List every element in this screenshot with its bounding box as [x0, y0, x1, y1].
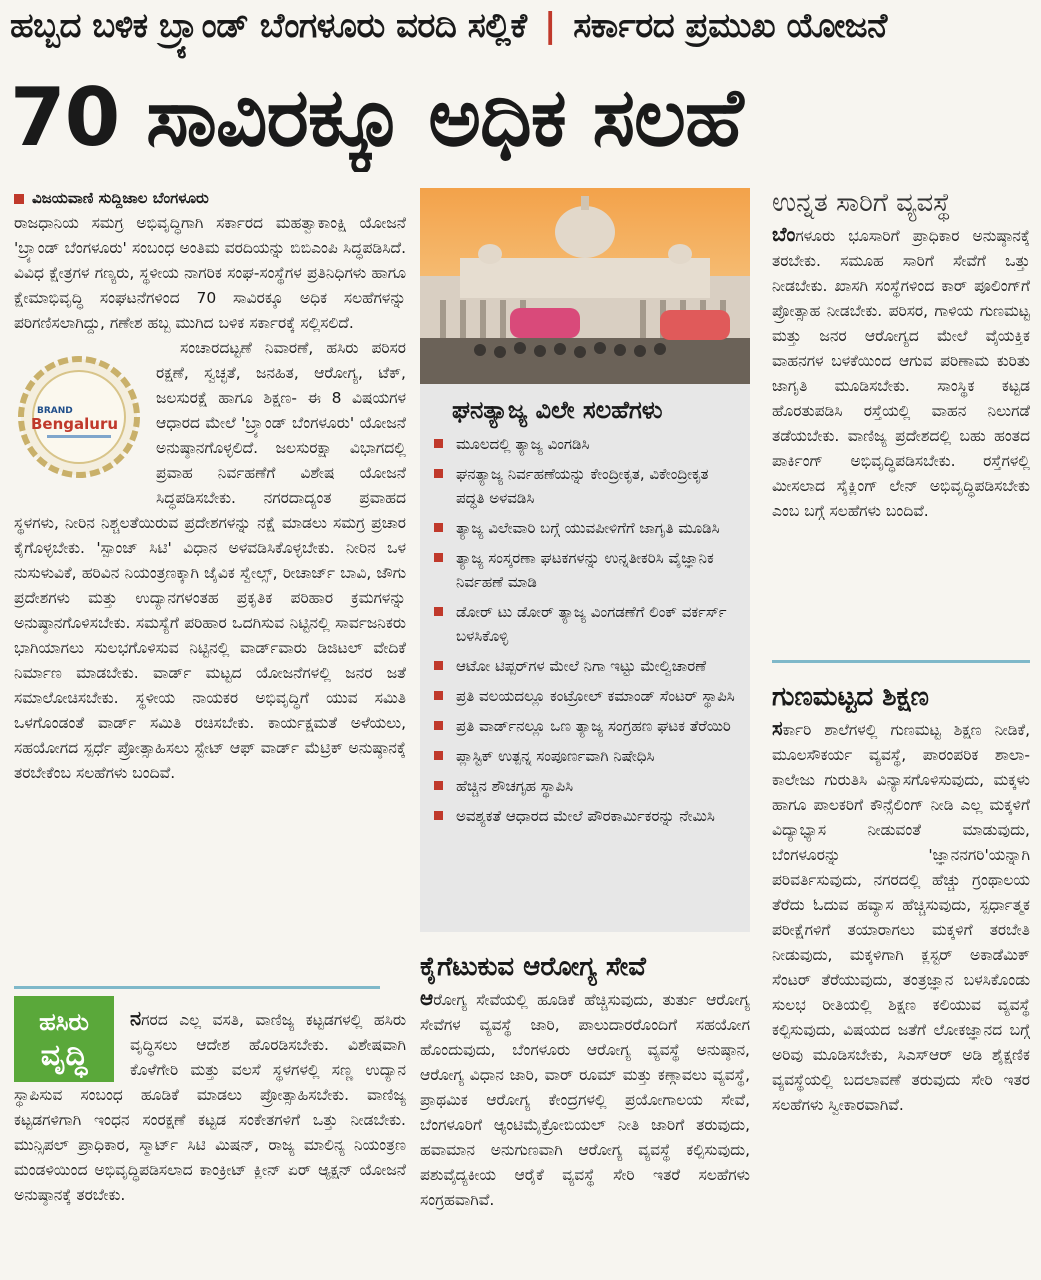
bullet-icon — [434, 607, 443, 616]
headline: 70 ಸಾವಿರಕ್ಕೂ ಅಧಿಕ ಸಲಹೆ — [10, 71, 743, 164]
list-item: ಮೂಲದಲ್ಲಿ ತ್ಯಾಜ್ಯ ವಿಂಗಡಿಸಿ — [434, 432, 736, 456]
logo-brand-text: BRAND — [37, 406, 73, 416]
list-item: ಪ್ರತಿ ವಾರ್ಡ್‌ನಲ್ಲೂ ಒಣ ತ್ಯಾಜ್ಯ ಸಂಗ್ರಹಣ ಘಟಕ ತೆರೆಯಿರಿ — [434, 714, 736, 738]
building-photo-icon — [420, 188, 750, 384]
section-divider — [14, 986, 380, 989]
brand-bengaluru-logo — [14, 342, 144, 492]
health-body: ರೋಗ್ಯ ಸೇವೆಯಲ್ಲಿ ಹೂಡಿಕೆ ಹೆಚ್ಚಿಸುವುದು, ತುರ್ತು ಆರೋಗ್ಯ ಸೇವೆಗಳ ವ್ಯವಸ್ಥೆ ಜಾರಿ, ಪಾಲುದಾರರೊಂದಿಗೆ ಸಹಯೋಗ ಹೊಂದುವುದು, ಬೆಂಗಳೂರು ಆರೋಗ್ಯ ವ್ಯವಸ್ಥೆ ಅನುಷ್ಠಾನ, ಆರೋಗ್ಯ ವಿಧಾನ ಜಾರಿ, ವಾರ್ ರೂಮ್ ಮತ್ತು ಕಣ್ಗಾವಲು ವ್ಯವಸ್ಥೆ, ಪ್ರಾಥಮಿಕ ಆರೋಗ್ಯ ಕೇಂದ್ರಗಳಲ್ಲಿ ಪ್ರಯೋಗಾಲಯ ಸೇವೆ, ಬೆಂಗಳೂರಿಗೆ ಆ್ಯಂಟಿಮೈಕ್ರೋಬಿಯಲ್ ನೀತಿ ಜಾರಿಗೆ ತರುವುದು, ಹವಾಮಾನ ಅನುಗುಣವಾಗಿ ಆರೋಗ್ಯ ವ್ಯವಸ್ಥೆ ಕಲ್ಪಿಸುವುದು, ಪಶುವೈದ್ಯಕೀಯ ಆರೈಕೆ ವ್ಯವಸ್ಥೆ ಸೇರಿ ಇತರೆ ಸಲಹೆಗಳು ಸಂಗ್ರಹವಾಗಿವೆ. — [420, 991, 750, 1209]
bullet-icon — [434, 553, 443, 562]
health-title: ಕೈಗೆಟುಕುವ ಆರೋಗ್ಯ ಸೇವೆ — [420, 952, 646, 982]
list-item: ತ್ಯಾಜ್ಯ ಸಂಸ್ಕರಣಾ ಘಟಕಗಳನ್ನು ಉನ್ನತೀಕರಿಸಿ ವೈಜ್ಞಾನಿಕ ನಿರ್ವಹಣೆ ಮಾಡಿ — [434, 546, 736, 594]
solid-waste-tips-box — [420, 384, 750, 932]
list-item: ಪ್ರತಿ ವಲಯದಲ್ಲೂ ಕಂಟ್ರೋಲ್ ಕಮಾಂಡ್ ಸೆಂಟರ್ ಸ್ಥಾಪಿಸಿ — [434, 684, 736, 708]
education-title: ಗುಣಮಟ್ಟದ ಶಿಕ್ಷಣ — [772, 682, 929, 712]
kicker-separator: | — [543, 6, 556, 46]
green-label-line-1: ಹಸಿರು — [39, 1008, 89, 1036]
list-item: ಹೆಚ್ಚಿನ ಶೌಚಗೃಹ ಸ್ಥಾಪಿಸಿ — [434, 774, 736, 798]
byline — [14, 186, 406, 211]
transport-section — [772, 186, 1030, 656]
health-dropcap: ಆ — [420, 986, 434, 1010]
kicker-left: ಹಬ್ಬದ ಬಳಿಕ ಬ್ರ್ಯಾಂಡ್ ಬೆಂಗಳೂರು ವರದಿ ಸಲ್ಲಿಕೆ — [10, 6, 527, 46]
main-article — [14, 186, 406, 986]
bullet-icon — [434, 781, 443, 790]
list-item: ತ್ಯಾಜ್ಯ ವಿಲೇವಾರಿ ಬಗ್ಗೆ ಯುವಪೀಳಿಗೆಗೆ ಜಾಗೃತಿ ಮೂಡಿಸಿ — [434, 516, 736, 540]
education-dropcap: ಸ — [772, 716, 783, 740]
green-label-line-2: ವೃದ್ಧಿ — [40, 1038, 88, 1073]
green-dropcap: ನ — [130, 1006, 142, 1030]
box-title: ಘನತ್ಯಾಜ್ಯ ವಿಲೇ ಸಲಹೆಗಳು — [452, 396, 663, 424]
green-growth-article — [14, 1006, 406, 1270]
section-divider — [772, 660, 1030, 663]
brand-logo-emblem-icon — [17, 355, 141, 479]
bullet-icon — [434, 691, 443, 700]
health-section — [420, 950, 750, 1270]
list-item: ಆಟೋ ಟಿಪ್ಪರ್‌ಗಳ ಮೇಲೆ ನಿಗಾ ಇಟ್ಟು ಮೇಲ್ವಿಚಾರಣೆ — [434, 654, 736, 678]
bullet-icon — [434, 721, 443, 730]
article-paragraph-1: ರಾಜಧಾನಿಯ ಸಮಗ್ರ ಅಭಿವೃದ್ಧಿಗಾಗಿ ಸರ್ಕಾರದ ಮಹತ್ವಾಕಾಂಕ್ಷಿ ಯೋಜನೆ 'ಬ್ರ್ಯಾಂಡ್ ಬೆಂಗಳೂರು' ಸಂಬಂಧ ಅಂತಿಮ ವರದಿಯನ್ನು ಬಿಬಿಎಂಪಿ ಸಿದ್ಧಪಡಿಸಿದೆ. ವಿವಿಧ ಕ್ಷೇತ್ರಗಳ ಗಣ್ಯರು, ಸ್ಥಳೀಯ ನಾಗರಿಕ ಸಂಘ-ಸಂಸ್ಥೆಗಳ ಪ್ರತಿನಿಧಿಗಳು ಹಾಗೂ ಕ್ಷೇಮಾಭಿವೃದ್ಧಿ ಸಂಘಟನೆಗಳಿಂದ 70 ಸಾವಿರಕ್ಕೂ ಅಧಿಕ ಸಲಹೆಗಳನ್ನು ಪರಿಗಣಿಸಲಾಗಿದ್ದು, ಗಣೇಶ ಹಬ್ಬ ಮುಗಿದ ಬಳಿಕ ಸರ್ಕಾರಕ್ಕೆ ಸಲ್ಲಿಸಲಿದೆ. — [14, 214, 406, 332]
kicker-right: ಸರ್ಕಾರದ ಪ್ರಮುಖ ಯೋಜನೆ — [573, 6, 887, 46]
bullet-icon — [434, 751, 443, 760]
byline-text: ವಿಜಯವಾಣಿ ಸುದ್ದಿಜಾಲ ಬೆಂಗಳೂರು — [32, 189, 209, 207]
bullet-icon — [434, 439, 443, 448]
list-item: ಅವಶ್ಯಕತೆ ಆಧಾರದ ಮೇಲೆ ಪೌರಕಾರ್ಮಿಕರನ್ನು ನೇಮಿಸಿ — [434, 804, 736, 828]
kicker-line — [10, 6, 1031, 62]
bullet-icon — [434, 469, 443, 478]
list-item: ಡೋರ್ ಟು ಡೋರ್ ತ್ಯಾಜ್ಯ ವಿಂಗಡಣೆಗೆ ಲಿಂಕ್ ವರ್ಕರ್ಸ್ ಬಳಸಿಕೊಳ್ಳಿ — [434, 600, 736, 648]
byline-marker-icon — [14, 194, 24, 204]
article-paragraph-2: ಸಂಚಾರದಟ್ಟಣೆ ನಿವಾರಣೆ, ಹಸಿರು ಪರಿಸರ ರಕ್ಷಣೆ, ಸ್ವಚ್ಛತೆ, ಜನಹಿತ, ಆರೋಗ್ಯ, ಟೆಕ್, ಜಲಸುರಕ್ಷೆ ಹಾಗೂ ಶಿಕ್ಷಣ- ಈ 8 ವಿಷಯಗಳ ಆಧಾರದ ಮೇಲೆ 'ಬ್ರ್ಯಾಂಡ್ ಬೆಂಗಳೂರು' ಯೋಜನೆ ಅನುಷ್ಠಾನಗೊಳ್ಳಲಿದೆ. ಜಲಸುರಕ್ಷಾ ವಿಭಾಗದಲ್ಲಿ ಪ್ರವಾಹ ನಿರ್ವಹಣೆಗೆ ವಿಶೇಷ ಯೋಜನೆ ಸಿದ್ಧಪಡಿಸಬೇಕು. ನಗರದಾದ್ಯಂತ ಪ್ರವಾಹದ ಸ್ಥಳಗಳು, ನೀರಿನ ನಿಶ್ಚಲತೆಯಿರುವ ಪ್ರದೇಶಗಳನ್ನು ನಕ್ಷೆ ಮಾಡಲು ಸಮಗ್ರ ಪ್ರಚಾರ ಕೈಗೊಳ್ಳಬೇಕು. 'ಸ್ಪಾಂಜ್ ಸಿಟಿ' ವಿಧಾನ ಅಳವಡಿಸಿಕೊಳ್ಳಬೇಕು. ನೀರಿನ ಒಳ ನುಸುಳುವಿಕೆ, ಹರಿವಿನ ನಿಯಂತ್ರಣಕ್ಕಾಗಿ ಜೈವಿಕ ಸ್ವೇಲ್ಸ್, ರೀಚಾರ್ಜ್ ಬಾವಿ, ಜೌಗು ಪ್ರದೇಶಗಳು ಮತ್ತು ಉದ್ಯಾನಗಳಂತಹ ಪ್ರಕೃತಿಕ ಪರಿಹಾರ ಕ್ರಮಗಳನ್ನು ಅನುಷ್ಠಾನಗೊಳಿಸಬೇಕು. ಸಮಸ್ಯೆಗೆ ಪರಿಹಾರ ಒದಗಿಸುವ ನಿಟ್ಟಿನಲ್ಲಿ ಸಾರ್ವಜನಿಕರು ಭಾಗಿಯಾಗಲು ಸುಲಭಗೊಳಿಸುವ ನಿಟ್ಟಿನಲ್ಲಿ ವಾರ್ಡ್‌ವಾರು ಡಿಜಿಟಲ್ ವೇದಿಕೆ ನಿರ್ಮಾಣ ಮಾಡಬೇಕು. ವಾರ್ಡ್ ಮಟ್ಟದ ಯೋಜನೆಗಳಲ್ಲಿ ಜನರ ಜತೆ ಸಮಾಲೋಚಿಸಬೇಕು. ಸ್ಥಳೀಯ ನಾಯಕರ ಅಭಿವೃದ್ಧಿಗೆ ಯುವ ಸಮಿತಿ ಒಳಗೊಂಡಂತೆ ವಾರ್ಡ್ ಸಮಿತಿ ರಚಿಸಬೇಕು. ಕಾರ್ಯಕ್ಷಮತೆ ಅಳೆಯಲು, ಸಹಯೋಗದ ಸ್ಪರ್ಧೆ ಪ್ರೋತ್ಸಾಹಿಸಲು ಸ್ಟೇಟ್ ಆಫ್ ವಾರ್ಡ್ ಮೆಟ್ರಿಕ್ ಅನುಷ್ಠಾನಕ್ಕೆ ತರಬೇಕೆಂಬ ಸಲಹೆಗಳು ಬಂದಿವೆ. — [14, 339, 406, 782]
bullet-icon — [434, 811, 443, 820]
list-item: ಘನತ್ಯಾಜ್ಯ ನಿರ್ವಹಣೆಯನ್ನು ಕೇಂದ್ರೀಕೃತ, ವಿಕೇಂದ್ರೀಕೃತ ಪದ್ಧತಿ ಅಳವಡಿಸಿ — [434, 462, 736, 510]
transport-dropcap: ಬೆಂ — [772, 222, 796, 246]
tips-list — [434, 432, 736, 828]
transport-title: ಉನ್ನತ ಸಾರಿಗೆ ವ್ಯವಸ್ಥೆ — [772, 188, 951, 218]
bullet-icon — [434, 523, 443, 532]
education-body: ರ್ಕಾರಿ ಶಾಲೆಗಳಲ್ಲಿ ಗುಣಮಟ್ಟ ಶಿಕ್ಷಣ ನೀಡಿಕೆ, ಮೂಲಸೌಕರ್ಯ ವ್ಯವಸ್ಥೆ, ಪಾರಂಪರಿಕ ಶಾಲಾ- ಕಾಲೇಜು ಗುರುತಿಸಿ ವಿನ್ಯಾಸಗೊಳಿಸುವುದು, ಮಕ್ಕಳು ಹಾಗೂ ಪಾಲಕರಿಗೆ ಕೌನ್ಸೆಲಿಂಗ್ ನೀಡಿ ಎಲ್ಲ ಮಕ್ಕಳಿಗೆ ವಿದ್ಯಾಭ್ಯಾಸ ನೀಡುವಂತೆ ಮಾಡುವುದು, ಬೆಂಗಳೂರನ್ನು 'ಜ್ಞಾನನಗರಿ'ಯನ್ನಾಗಿ ಪರಿವರ್ತಿಸುವುದು, ನಗರದಲ್ಲಿ ಹೆಚ್ಚು ಗ್ರಂಥಾಲಯ ತೆರೆದು ಓದುವ ಹವ್ಯಾಸ ಹೆಚ್ಚಿಸುವುದು, ಸ್ಪರ್ಧಾತ್ಮಕ ಪರೀಕ್ಷೆಗಳಿಗೆ ತಯಾರಾಗಲು ಮಕ್ಕಳಿಗೆ ತರಬೇತಿ ನೀಡುವುದು, ಮಕ್ಕಳಿಗಾಗಿ ಕ್ಲಸ್ಟರ್ ಅಕಾಡೆಮಿಕ್ ಸೆಂಟರ್ ತೆರೆಯುವುದು, ತಂತ್ರಜ್ಞಾನ ಬಳಸಿಕೊಂಡು ಸುಲಭ ರೀತಿಯಲ್ಲಿ ಶಿಕ್ಷಣ ಕಲಿಯುವ ವ್ಯವಸ್ಥೆ ಕಲ್ಪಿಸುವುದು, ವಿಷಯದ ಜತೆಗೆ ಲೋಕಜ್ಞಾನದ ಬಗ್ಗೆ ಅರಿವು ಮೂಡಿಸಬೇಕು, ಸಿಎಸ್‌ಆರ್ ಅಡಿ ಶೈಕ್ಷಣಿಕ ವ್ಯವಸ್ಥೆಯಲ್ಲಿ ಬದಲಾವಣೆ ತರುವುದು ಸೇರಿ ಇತರ ಸಲಹೆಗಳು ಸ್ವೀಕಾರವಾಗಿವೆ. — [772, 721, 1030, 1114]
vidhana-soudha-photo — [420, 188, 750, 384]
logo-city-text: Bengaluru — [31, 415, 119, 433]
green-body: ಗರದ ಎಲ್ಲ ವಸತಿ, ವಾಣಿಜ್ಯ ಕಟ್ಟಡಗಳಲ್ಲಿ ಹಸಿರು ವೃದ್ಧಿಸಲು ಆದೇಶ ಹೊರಡಿಸಬೇಕು. ವಿಶೇಷವಾಗಿ ಕೊಳೆಗೇರಿ ಮತ್ತು ವಲಸೆ ಸ್ಥಳಗಳಲ್ಲಿ ಸಣ್ಣ ಉದ್ಯಾನ ಸ್ಥಾಪಿಸುವ ಸಂಬಂಧ ಹೂಡಿಕೆ ಮಾಡಲು ಪ್ರೋತ್ಸಾಹಿಸಬೇಕು. ವಾಣಿಜ್ಯ ಕಟ್ಟಡಗಳಿಗಾಗಿ ಇಂಧನ ಸಂರಕ್ಷಣೆ ಕಟ್ಟಡ ಸಂಕೇತಗಳಿಗೆ ಒತ್ತು ನೀಡಬೇಕು. ಮುನ್ಸಿಪಲ್ ಪ್ರಾಧಿಕಾರ, ಸ್ಮಾರ್ಟ್ ಸಿಟಿ ಮಿಷನ್, ರಾಜ್ಯ ಮಾಲಿನ್ಯ ನಿಯಂತ್ರಣ ಮಂಡಳಿಯಿಂದ ಅಭಿವೃದ್ಧಿಪಡಿಸಲಾದ ಕಾಂಕ್ರೀಟ್ ಕ್ಲೀನ್ ಏರ್ ಆ್ಯಕ್ಷನ್ ಯೋಜನೆ ಅನುಷ್ಠಾನಕ್ಕೆ ತರಬೇಕು. — [14, 1011, 406, 1204]
bullet-icon — [434, 661, 443, 670]
education-section — [772, 680, 1030, 1270]
transport-body: ಗಳೂರು ಭೂಸಾರಿಗೆ ಪ್ರಾಧಿಕಾರ ಅನುಷ್ಠಾನಕ್ಕೆ ತರಬೇಕು. ಸಮೂಹ ಸಾರಿಗೆ ಸೇವೆಗೆ ಒತ್ತು ನೀಡಬೇಕು. ಖಾಸಗಿ ಸಂಸ್ಥೆಗಳಿಂದ ಕಾರ್ ಪೂಲಿಂಗ್‌ಗೆ ಪ್ರೋತ್ಸಾಹ ನೀಡಬೇಕು. ಪರಿಸರ, ಗಾಳಿಯ ಗುಣಮಟ್ಟ ಮತ್ತು ಜನರ ಆರೋಗ್ಯದ ಮೇಲೆ ವೈಯಕ್ತಿಕ ವಾಹನಗಳ ಬಳಕೆಯಿಂದ ಆಗುವ ಪರಿಣಾಮ ಕುರಿತು ಜಾಗೃತಿ ಮೂಡಿಸಬೇಕು. ಸಾಂಸ್ಥಿಕ ಕಟ್ಟಡ ಹೊರತುಪಡಿಸಿ ರಸ್ತೆಯಲ್ಲಿ ವಾಹನ ನಿಲುಗಡೆ ತಡೆಯಬೇಕು. ವಾಣಿಜ್ಯ ಪ್ರದೇಶದಲ್ಲಿ ಬಹು ಹಂತದ ಪಾರ್ಕಿಂಗ್ ಅಭಿವೃದ್ಧಿಪಡಿಸಬೇಕು. ರಸ್ತೆಗಳಲ್ಲಿ ಮೀಸಲಾದ ಸೈಕ್ಲಿಂಗ್ ಲೇನ್ ಅಭಿವೃದ್ಧಿಪಡಿಸಬೇಕು ಎಂಬ ಬಗ್ಗೆ ಸಲಹೆಗಳು ಬಂದಿವೆ. — [772, 227, 1030, 520]
list-item: ಪ್ಲಾಸ್ಟಿಕ್ ಉತ್ಪನ್ನ ಸಂಪೂರ್ಣವಾಗಿ ನಿಷೇಧಿಸಿ — [434, 744, 736, 768]
